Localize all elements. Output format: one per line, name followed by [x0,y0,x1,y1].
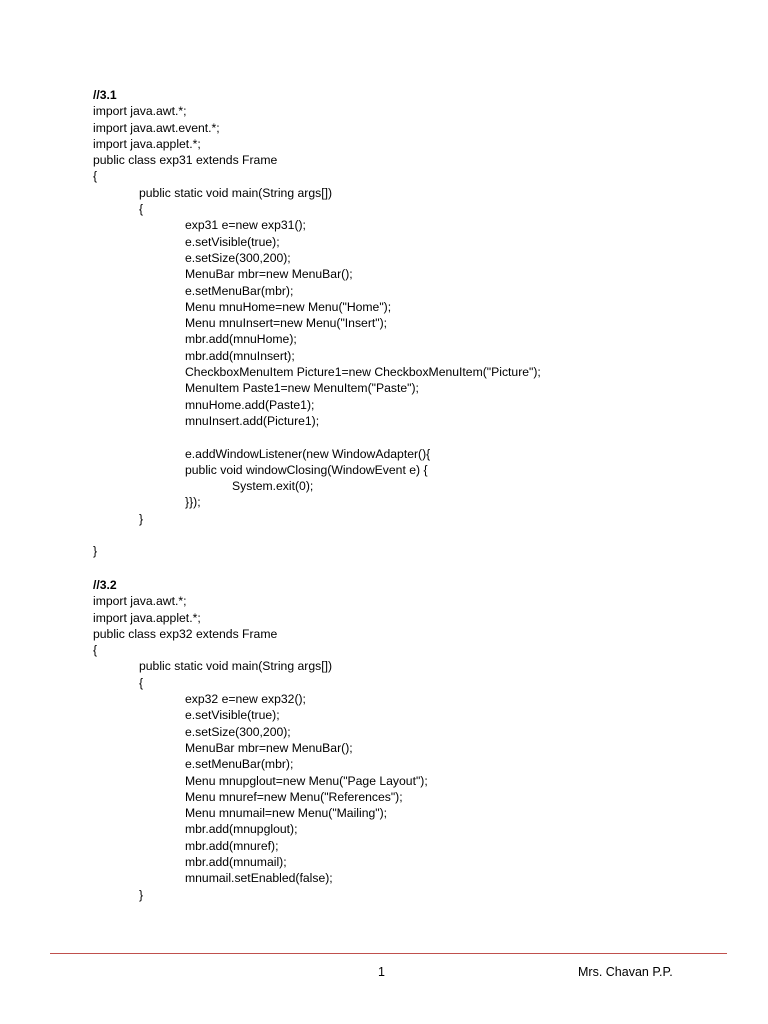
code-line: { [139,202,144,217]
code-line: } [139,511,144,526]
code-line: Menu mnuInsert=new Menu("Insert"); [185,316,388,331]
code-line: import java.awt.*; [93,594,187,609]
code-section-3-2 [93,577,733,903]
code-line: import java.awt.*; [93,104,187,119]
code-line: MenuItem Paste1=new MenuItem("Paste"); [185,381,419,396]
code-line: e.setVisible(true); [185,708,280,723]
code-line: e.setMenuBar(mbr); [185,283,294,298]
code-line: Menu mnuHome=new Menu("Home"); [185,299,392,314]
code-line: e.setMenuBar(mbr); [185,757,294,772]
code-line: { [139,675,144,690]
code-line: { [93,643,98,658]
code-line: } [93,544,98,559]
code-line: public class exp32 extends Frame [93,626,278,641]
code-line: e.setSize(300,200); [185,250,291,265]
page-number: 1 [378,965,385,979]
code-line: mbr.add(mnuHome); [185,332,297,347]
code-line: mnuHome.add(Paste1); [185,397,315,412]
code-line: public class exp31 extends Frame [93,153,278,168]
code-line: }}); [185,495,201,510]
code-line: } [139,887,144,902]
code-line: e.addWindowListener(new WindowAdapter(){ [185,446,431,461]
code-line: e.setSize(300,200); [185,724,291,739]
code-line: public static void main(String args[]) [139,659,333,674]
code-line: { [93,169,98,184]
section-heading: //3.1 [93,88,117,102]
code-line: import java.applet.*; [93,136,201,151]
code-line: mnumail.setEnabled(false); [185,871,333,886]
code-line: Menu mnumail=new Menu("Mailing"); [185,806,388,821]
code-line: mnuInsert.add(Picture1); [185,413,320,428]
footer-author: Mrs. Chavan P.P. [578,965,673,979]
code-section-3-1 [93,87,733,560]
blank-line [93,429,733,445]
code-line: System.exit(0); [232,479,314,494]
code-line: import java.applet.*; [93,610,201,625]
code-line: import java.awt.event.*; [93,120,220,135]
code-line: MenuBar mbr=new MenuBar(); [185,740,353,755]
code-line: e.setVisible(true); [185,234,280,249]
section-heading: //3.2 [93,578,117,592]
blank-line [93,527,733,543]
code-line: exp31 e=new exp31(); [185,218,306,233]
code-line: exp32 e=new exp32(); [185,692,306,707]
code-line: mbr.add(mnumail); [185,855,287,870]
code-line: mbr.add(mnuInsert); [185,348,295,363]
code-line: public static void main(String args[]) [139,185,333,200]
footer-divider [50,953,727,954]
code-line: MenuBar mbr=new MenuBar(); [185,267,353,282]
code-line: Menu mnuref=new Menu("References"); [185,789,403,804]
code-line: public void windowClosing(WindowEvent e) { [185,462,428,477]
code-line: Menu mnupglout=new Menu("Page Layout"); [185,773,428,788]
code-line: CheckboxMenuItem Picture1=new CheckboxMenuItem("Picture"); [185,365,541,380]
code-line: mbr.add(mnuref); [185,838,279,853]
code-line: mbr.add(mnupglout); [185,822,298,837]
